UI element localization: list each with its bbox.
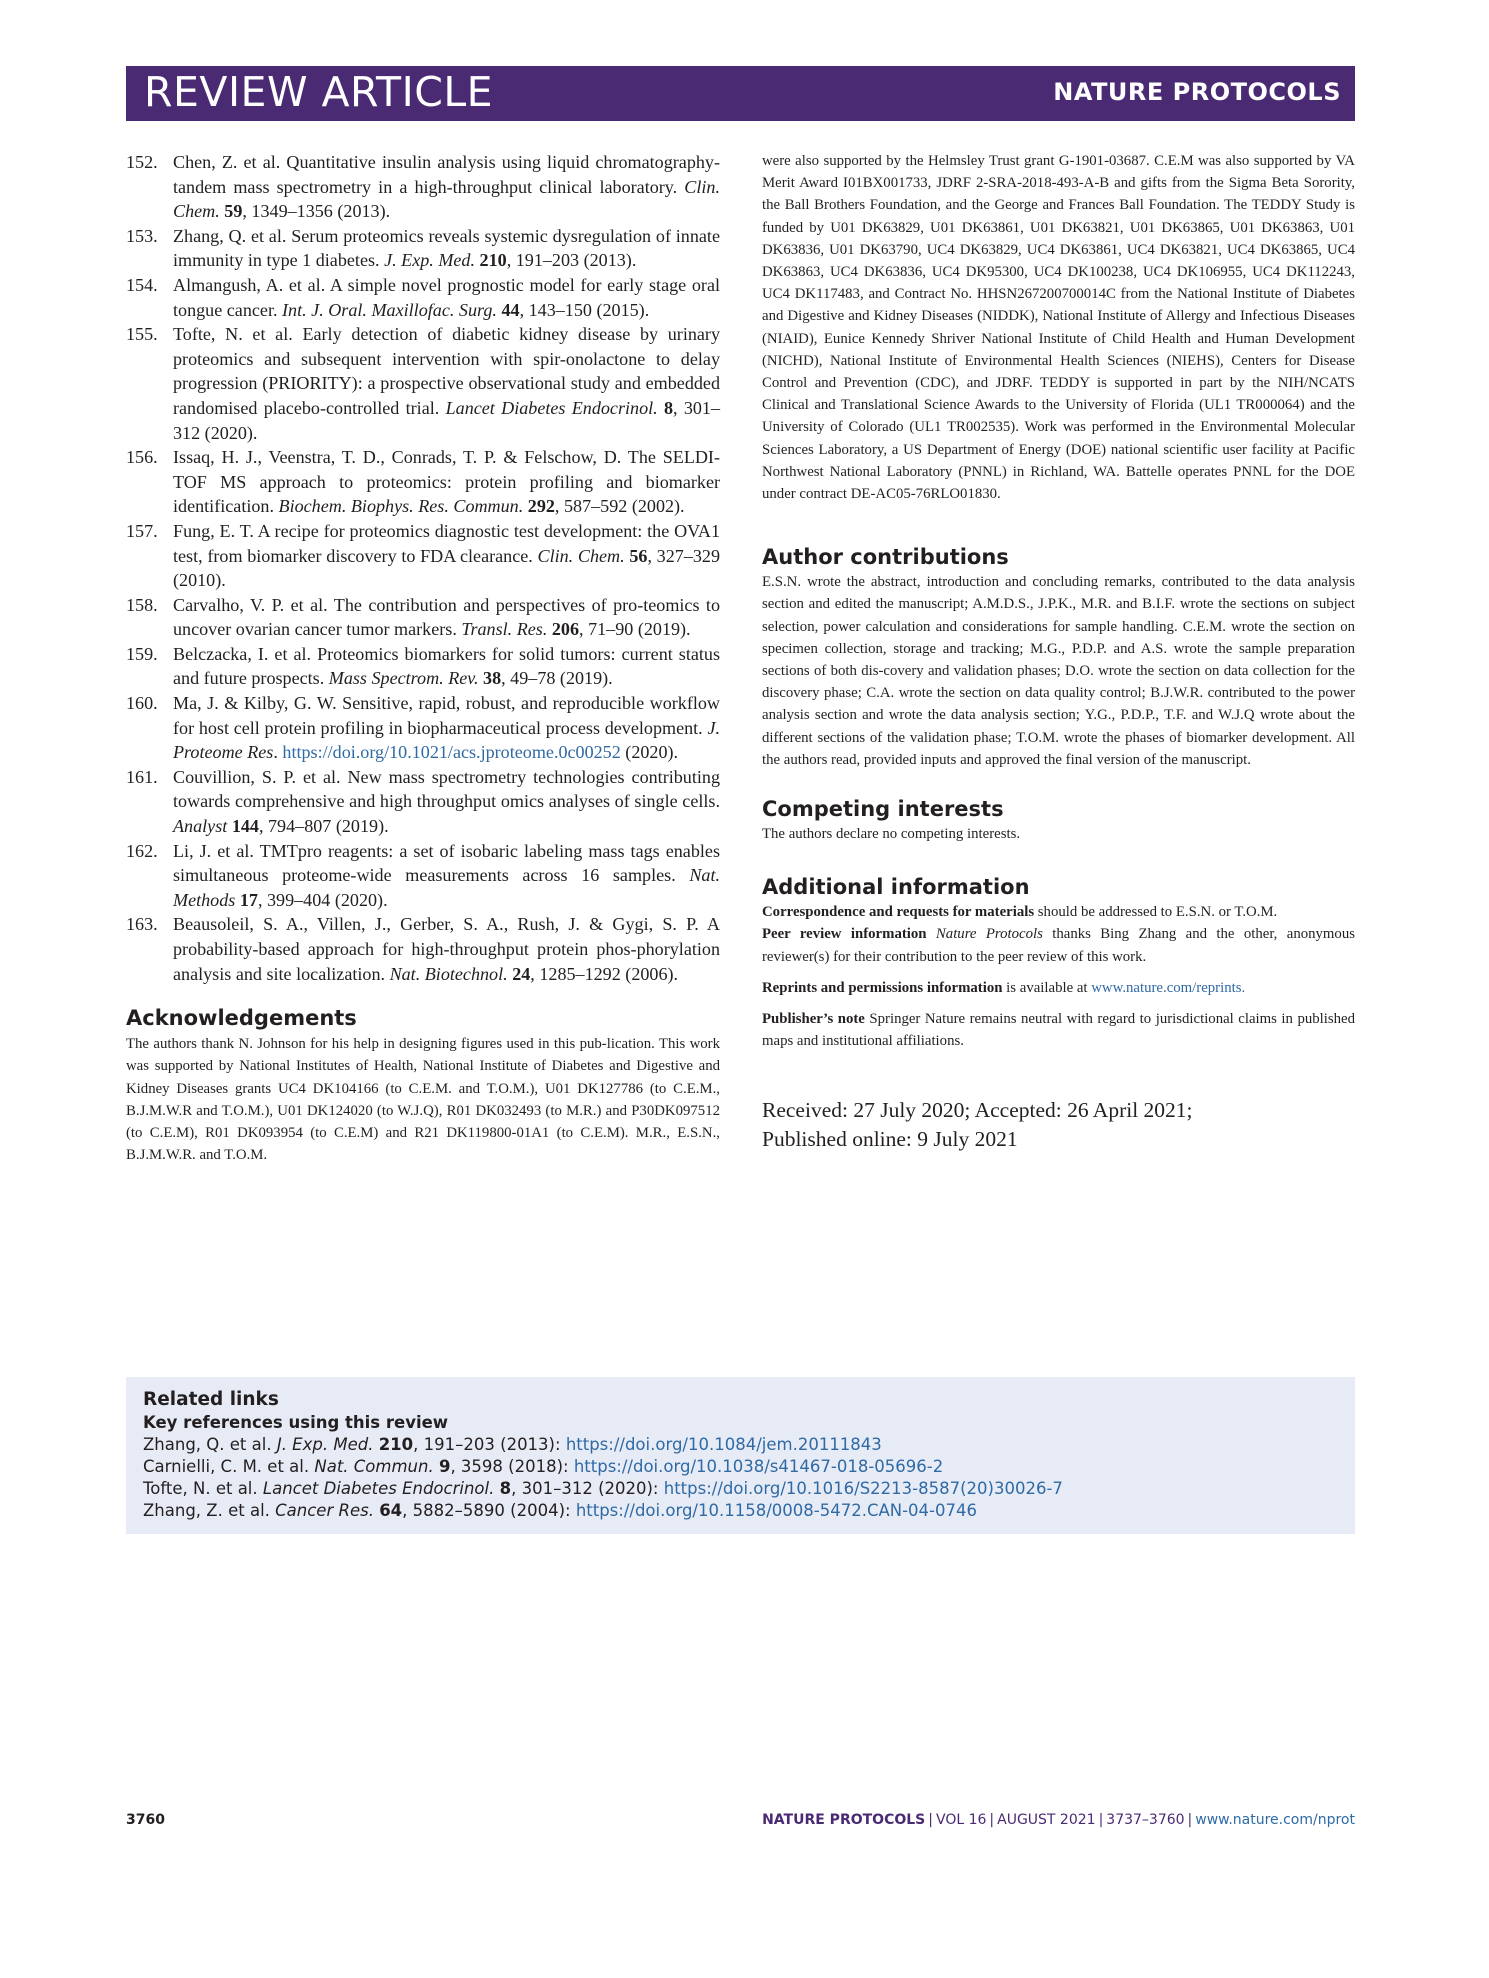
article-type-label: REVIEW ARTICLE — [144, 68, 494, 116]
related-link-authors: Zhang, Q. et al. — [143, 1435, 277, 1454]
footer-separator: | — [1187, 1812, 1193, 1828]
peer-review-label: Peer review information — [762, 926, 927, 943]
acknowledgements-text-left: The authors thank N. Johnson for his help in designing figures used in this pub-lication. This work was supported by National Institutes of Health, National Institute of Diabetes and Digestive and Kidney Diseases grants UC4 DK104166 (to C.E.M. and T.O.M.), U01 DK127786 (to C.E.M., B.J.M.W.R and T.O.M.), U01 DK124020 (to W.J.Q), R01 DK032493 (to M.R.) and P30DK097512 (to C.E.M), R01 DK093954 (to C.E.M) and R21 DK119800-01A1 (to C.E.M). M.R., E.S.N., B.J.M.W.R. and T.O.M. — [126, 1036, 720, 1164]
acknowledgements-text-right: were also supported by the Helmsley Trust grant G-1901-03687. C.E.M was also supported by VA Merit Award I01BX001733, JDRF 2-SRA-2018-493-A-B and gifts from the Sigma Beta Sorority, the Ball Brothers Foundation, and the George and Frances Ball Foundation. The TEDDY Study is funded by U01 DK63829, U01 DK63861, U01 DK63821, U01 DK63865, U01 DK63863, U01 DK63836, U01 DK63790, UC4 DK63829, UC4 DK63861, UC4 DK63821, UC4 DK63865, UC4 DK63863, UC4 DK63836, UC4 DK95300, UC4 DK100238, UC4 DK106955, UC4 DK112243, UC4 DK117483, and Contract No. HHSN267200700014C from the National Institute of Diabetes and Digestive and Kidney Diseases (NIDDK), National Institute of Allergy and Infectious Diseases (NIAID), Eunice Kennedy Shriver National Institute of Child Health and Human Development (NICHD), National Institute of Environmental Health Sciences (NIEHS), Centers for Disease Control and Prevention (CDC), and JDRF. TEDDY is supported in part by the NIH/NCATS Clinical and Translational Science Awards to the University of Florida (UL1 TR000064) and the University of Colorado (UL1 TR002535). Work was performed in the Environmental Molecular Sciences Laboratory, a US Department of Energy (DOE) national scientific user facility at Pacific Northwest National Laboratory (PNNL) in Richland, WA. Battelle operates PNNL for the DOE under contract DE-AC05-76RLO01830. — [762, 153, 1355, 503]
footer-pages: 3737–3760 — [1106, 1812, 1185, 1828]
reference-item — [126, 322, 720, 445]
reference-volume: 59 — [224, 201, 243, 222]
reference-item — [126, 224, 720, 273]
reference-number: 161. — [126, 766, 158, 787]
reference-pages: , 143–150 (2015). — [519, 299, 650, 320]
related-link-journal: Cancer Res. — [275, 1501, 374, 1520]
reference-journal: Transl. Res. — [461, 619, 548, 640]
reference-item — [126, 642, 720, 691]
reference-item — [126, 519, 720, 593]
reference-pages: , 399–404 (2020). — [257, 889, 388, 910]
reference-volume: 144 — [231, 816, 259, 837]
related-link-item — [143, 1434, 1063, 1456]
reference-item — [126, 150, 720, 224]
reference-volume: 210 — [479, 250, 507, 271]
related-link-pages: , 191–203 (2013): — [413, 1435, 566, 1454]
reference-text: Couvillion, S. P. et al. New mass spectrometry technologies contributing towards comprehensive and high throughput omics analyses of single cells. — [173, 766, 720, 812]
related-link-item — [143, 1456, 1063, 1478]
reference-text: Fung, E. T. A recipe for proteomics diagnostic test development: the OVA1 test, from biomarker discovery to FDA clearance. — [173, 520, 720, 566]
related-link-item — [143, 1500, 1063, 1522]
reference-volume: 38 — [483, 668, 502, 689]
reference-doi-link[interactable]: https://doi.org/10.1021/acs.jproteome.0c00252 — [282, 742, 621, 763]
peer-review-paragraph — [762, 923, 1355, 967]
related-link-volume: 64 — [379, 1501, 403, 1520]
footer-separator: | — [928, 1812, 933, 1828]
reference-pages: , 1349–1356 (2013). — [242, 201, 391, 222]
footer-separator: | — [989, 1812, 995, 1828]
related-links-subtitle: Key references using this review — [143, 1413, 449, 1432]
reference-number: 154. — [126, 274, 158, 295]
reference-text: Belczacka, I. et al. Proteomics biomarkers for solid tumors: current status and future prospects. — [173, 643, 720, 689]
related-link-authors: Tofte, N. et al. — [143, 1479, 263, 1498]
related-links-title: Related links — [143, 1389, 279, 1410]
reference-number: 156. — [126, 447, 158, 468]
related-links-box — [126, 1377, 1355, 1534]
footer-journal: NATURE PROTOCOLS — [762, 1812, 926, 1828]
reprints-label: Reprints and permissions information — [762, 979, 1003, 996]
peer-review-journal: Nature Protocols — [935, 926, 1043, 943]
reference-volume: 206 — [551, 619, 580, 640]
reference-number: 153. — [126, 225, 158, 246]
reference-year: (2020). — [620, 742, 679, 763]
reference-volume: 8 — [663, 397, 674, 418]
reference-text: Ma, J. & Kilby, G. W. Sensitive, rapid, robust, and reproducible workflow for host cell protein profiling in biopharmaceutical process development. — [173, 693, 720, 738]
reference-volume: 292 — [527, 496, 555, 517]
header-banner — [126, 66, 1355, 121]
reference-item — [126, 445, 720, 519]
reference-number: 162. — [126, 840, 158, 861]
related-link-volume: 210 — [378, 1435, 414, 1454]
reference-journal: Mass Spectrom. Rev. — [328, 668, 479, 689]
related-link-volume: 8 — [499, 1479, 512, 1498]
reference-pages: , 327–329 (2010). — [173, 545, 721, 591]
reference-item — [126, 593, 720, 642]
reference-text: Issaq, H. J., Veenstra, T. D., Conrads, T. P. & Felschow, D. The SELDI-TOF MS approach to proteomics: protein profiling and biomarker identification. — [173, 447, 720, 517]
related-link-doi[interactable]: https://doi.org/10.1084/jem.20111843 — [565, 1435, 882, 1454]
reference-pages: . — [273, 742, 278, 763]
footer-issue: AUGUST 2021 — [997, 1812, 1096, 1828]
related-link-item — [143, 1478, 1063, 1500]
related-link-authors: Carnielli, C. M. et al. — [143, 1457, 315, 1476]
correspondence-text: should be addressed to E.S.N. or T.O.M. — [1034, 904, 1278, 921]
reference-number: 157. — [126, 520, 158, 541]
reference-number: 159. — [126, 643, 158, 664]
publisher-note-label: Publisher’s note — [762, 1011, 865, 1028]
acknowledgements-heading: Acknowledgements — [126, 1006, 357, 1031]
reference-journal: Nat. Methods — [173, 865, 720, 910]
reference-item — [126, 839, 720, 913]
reference-item — [126, 691, 720, 765]
reference-pages: , 49–78 (2019). — [501, 668, 613, 689]
journal-name: NATURE PROTOCOLS — [1053, 78, 1341, 106]
reference-pages: , 587–592 (2002). — [554, 496, 685, 517]
footer-journal-link[interactable]: www.nature.com/nprot — [1195, 1812, 1355, 1828]
reference-item — [126, 912, 720, 986]
related-link-journal: Lancet Diabetes Endocrinol. — [262, 1479, 495, 1498]
competing-interests-heading: Competing interests — [762, 797, 1004, 822]
related-link-doi[interactable]: https://doi.org/10.1038/s41467-018-05696-2 — [573, 1457, 944, 1476]
reprints-link[interactable]: www.nature.com/reprints. — [1091, 979, 1246, 996]
reference-text: Beausoleil, S. A., Villen, J., Gerber, S. A., Rush, J. & Gygi, S. P. A probability-based approach for high-throughput protein phos-phorylation analysis and site localization. — [173, 914, 720, 984]
received-accepted-dates: Received: 27 July 2020; Accepted: 26 April 2021; — [762, 1097, 1193, 1122]
reference-pages: , 794–807 (2019). — [258, 816, 389, 837]
reference-journal: Clin. Chem. — [173, 176, 720, 222]
reference-volume: 56 — [629, 545, 648, 566]
reference-journal: Int. J. Oral. Maxillofac. Surg. — [282, 299, 497, 320]
reference-number: 152. — [126, 152, 158, 172]
reference-volume: 24 — [512, 963, 531, 984]
reference-volume: 17 — [239, 889, 258, 910]
related-link-volume: 9 — [438, 1457, 451, 1476]
reference-pages: , 1285–1292 (2006). — [530, 963, 679, 984]
peer-review-text: thanks Bing Zhang and the other, anonymous reviewer(s) for their contribution to the peer review of this work. — [762, 926, 1355, 965]
reference-number: 158. — [126, 594, 158, 615]
published-online-date: Published online: 9 July 2021 — [762, 1126, 1018, 1151]
reference-volume: 44 — [501, 299, 520, 320]
reference-journal: J. Exp. Med. — [384, 250, 476, 271]
page-number: 3760 — [126, 1812, 165, 1828]
reference-pages: , 301–312 (2020). — [173, 397, 721, 443]
related-link-pages: , 301–312 (2020): — [511, 1479, 664, 1498]
publisher-note-paragraph — [762, 1008, 1355, 1052]
reference-pages: , 191–203 (2013). — [506, 250, 637, 271]
right-column — [762, 150, 1355, 1154]
left-column — [126, 150, 720, 1166]
related-link-journal: J. Exp. Med. — [276, 1435, 374, 1454]
footer-separator: | — [1098, 1812, 1104, 1828]
correspondence-label: Correspondence and requests for materials — [762, 904, 1035, 921]
reference-journal: Clin. Chem. — [537, 545, 625, 566]
reference-journal: Nat. Biotechnol. — [389, 963, 508, 984]
reprints-text: is available at — [1002, 979, 1092, 996]
competing-interests-text: The authors declare no competing interests. — [762, 826, 1021, 843]
reference-list — [126, 150, 720, 986]
reference-pages: , 71–90 (2019). — [579, 619, 691, 640]
reference-text: Li, J. et al. TMTpro reagents: a set of isobaric labeling mass tags enables simultaneous proteome-wide measurements across 16 samples. — [173, 840, 720, 886]
author-contributions-heading: Author contributions — [762, 545, 1009, 570]
publisher-note-text: Springer Nature remains neutral with regard to jurisdictional claims in published maps and institutional affiliations. — [762, 1011, 1355, 1050]
author-contributions-text: E.S.N. wrote the abstract, introduction and concluding remarks, contributed to the data analysis section and edited the manuscript; A.M.D.S., J.P.K., M.R. and B.I.F. wrote the sections on subject selection, power calculation and considerations for sample handling. C.E.M. wrote the section on specimen collection, storage and tracking; M.G., P.D.P. and A.S. wrote the sample preparation sections of both dis-covery and validation phases; D.O. wrote the section on data collection for the discovery phase; C.A. wrote the section on data quality control; B.J.W.R. contributed to the power analysis section and wrote the data analysis section; Y.G., P.D.P., T.F. and W.J.Q wrote about the different sections of the validation phase; T.O.M. wrote the phases of biomarker development. All the authors read, provided inputs and approved the final version of the manuscript. — [762, 574, 1355, 768]
related-link-doi[interactable]: https://doi.org/10.1016/S2213-8587(20)30026-7 — [663, 1479, 1063, 1498]
reference-number: 163. — [126, 914, 158, 935]
reference-text: Chen, Z. et al. Quantitative insulin analysis using liquid chromatography-tandem mass spectrometry in a high-throughput clinical laboratory. — [173, 152, 720, 197]
additional-information-heading: Additional information — [762, 875, 1030, 900]
reference-item — [126, 765, 720, 839]
reference-text: Carvalho, V. P. et al. The contribution and perspectives of pro-teomics to uncover ovarian cancer tumor markers. — [173, 594, 720, 640]
reference-text: Almangush, A. et al. A simple novel prognostic model for early stage oral tongue cancer. — [173, 274, 720, 320]
reprints-paragraph — [762, 977, 1355, 999]
reference-item — [126, 273, 720, 322]
reference-journal: Analyst — [173, 816, 228, 837]
related-link-journal: Nat. Commun. — [314, 1457, 434, 1476]
correspondence-paragraph — [762, 901, 1355, 923]
reference-journal: Lancet Diabetes Endocrinol. — [445, 397, 658, 418]
reference-text: Tofte, N. et al. Early detection of diabetic kidney disease by urinary proteomics and subsequent intervention with spir-onolactone to delay progression (PRIORITY): a prospective observational study and embedded randomised placebo-controlled trial. — [173, 324, 720, 418]
related-link-doi[interactable]: https://doi.org/10.1158/0008-5472.CAN-04-0746 — [575, 1501, 977, 1520]
footer-volume: VOL 16 — [935, 1812, 987, 1828]
related-link-pages: , 3598 (2018): — [450, 1457, 574, 1476]
footer-citation — [762, 1812, 1355, 1828]
related-link-authors: Zhang, Z. et al. — [143, 1501, 276, 1520]
reference-text: Zhang, Q. et al. Serum proteomics reveals systemic dysregulation of innate immunity in type 1 diabetes. — [173, 225, 720, 271]
related-link-pages: , 5882–5890 (2004): — [402, 1501, 576, 1520]
reference-journal: J. Proteome Res — [173, 717, 720, 763]
reference-journal: Biochem. Biophys. Res. Commun. — [278, 496, 524, 517]
reference-number: 155. — [126, 324, 158, 345]
reference-number: 160. — [126, 693, 158, 714]
